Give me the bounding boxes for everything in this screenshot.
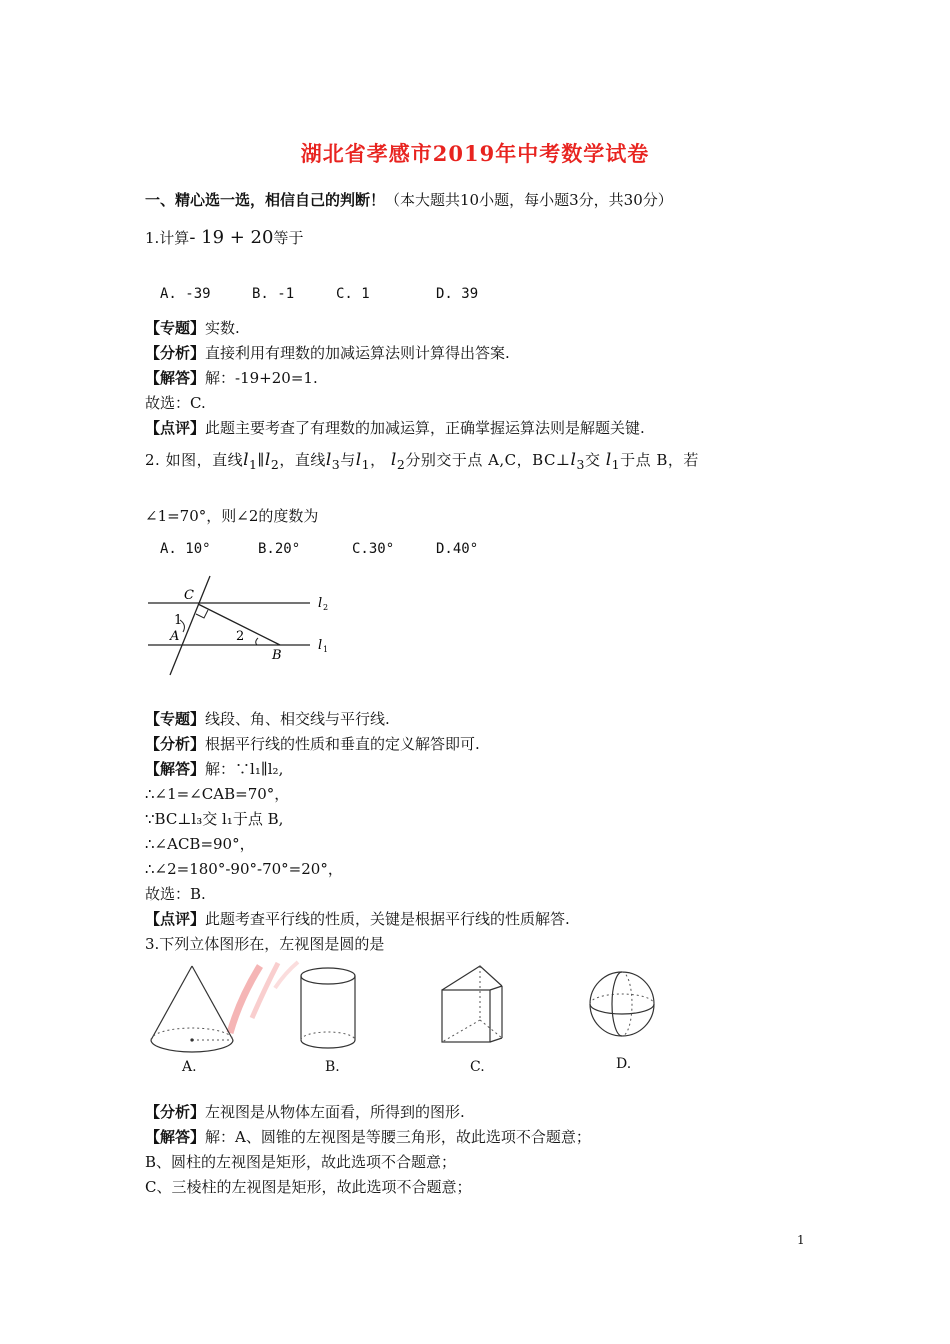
q1-analysis-tag: 【分析】 bbox=[145, 344, 206, 362]
q2-stem-g: 于点 B，若 bbox=[620, 451, 699, 469]
label-b: B bbox=[272, 648, 282, 663]
q1-comment bbox=[145, 418, 645, 438]
q2-stem-e: 分别交于点 A,C，BC⊥ bbox=[405, 451, 571, 469]
q2-stem-a: 2. 如图，直线 bbox=[145, 451, 244, 469]
q2-analysis-text: 根据平行线的性质和垂直的定义解答即可. bbox=[205, 735, 480, 753]
q2-analysis-tag: 【分析】 bbox=[145, 735, 206, 753]
q2-figure bbox=[140, 572, 340, 682]
label-a: A bbox=[170, 629, 180, 644]
q3-label-a: A. bbox=[182, 1059, 197, 1075]
label-l1-sub: 1 bbox=[323, 645, 329, 654]
right-angle-mark bbox=[196, 610, 208, 618]
q2-step-2: ∵BC⊥l₃交 l₁于点 B, bbox=[145, 810, 284, 828]
q1-option-a: A. -39 bbox=[160, 286, 211, 302]
label-1: 1 bbox=[174, 613, 183, 628]
q2-option-a: A. 10° bbox=[160, 541, 211, 557]
q3-line-c: C、三棱柱的左视图是矩形，故此选项不合题意； bbox=[145, 1178, 472, 1196]
q3-answer bbox=[145, 1127, 591, 1147]
q1-option-c: C. 1 bbox=[336, 286, 370, 302]
q2-l3-sub: 3 bbox=[331, 457, 341, 472]
q2-l2b: l bbox=[390, 450, 397, 470]
q2-option-d: D.40° bbox=[436, 541, 479, 557]
q3-label-b: B. bbox=[325, 1059, 340, 1075]
q3-analysis-tag: 【分析】 bbox=[145, 1103, 206, 1121]
q2-l3b-sub: 3 bbox=[576, 457, 585, 472]
q2-step-4: ∴∠2=180°-90°-70°=20°， bbox=[145, 860, 343, 878]
q2-l1b-sub: 1 bbox=[361, 457, 371, 472]
q3-analysis bbox=[145, 1102, 465, 1122]
q1-topic bbox=[145, 318, 240, 338]
q2-stem-d: ， bbox=[370, 451, 386, 469]
q1-stem-prefix: 1.计算 bbox=[145, 229, 190, 247]
q2-answer-text: 解：∵l₁∥l₂, bbox=[205, 760, 284, 778]
q2-l2-sub: 2 bbox=[270, 457, 280, 472]
q2-l1: l bbox=[243, 450, 250, 470]
q1-answer-text: 解：-19+20=1. bbox=[205, 369, 318, 387]
q2-l1c: l bbox=[605, 450, 612, 470]
q1-expression: - 19 + 20 bbox=[189, 227, 274, 248]
q1-choice: 故选：C. bbox=[145, 394, 206, 412]
q1-stem bbox=[145, 228, 303, 248]
q1-answer bbox=[145, 368, 318, 388]
q2-answer bbox=[145, 759, 283, 779]
angle2-arc bbox=[256, 638, 258, 645]
q2-l1c-sub: 1 bbox=[611, 457, 621, 472]
q2-stem-b: ，直线 bbox=[279, 451, 326, 469]
section-heading-text: 一、精心选一选，相信自己的判断！ bbox=[145, 191, 386, 209]
label-l2-sub: 2 bbox=[323, 603, 329, 612]
q2-stem-f: 交 bbox=[584, 451, 601, 469]
q2-l2: l bbox=[264, 450, 271, 470]
q1-stem-suffix: 等于 bbox=[273, 229, 304, 247]
q2-topic-text: 线段、角、相交线与平行线. bbox=[205, 710, 390, 728]
q2-option-c: C.30° bbox=[352, 541, 395, 557]
q2-topic-tag: 【专题】 bbox=[145, 710, 206, 728]
q2-step-3: ∴∠ACB=90°， bbox=[145, 835, 255, 853]
q2-l1b: l bbox=[355, 450, 362, 470]
q2-stem-line2: ∠1=70°，则∠2的度数为 bbox=[145, 507, 319, 525]
figure-cylinder bbox=[295, 964, 365, 1064]
label-l1: l bbox=[318, 638, 323, 653]
q2-comment bbox=[145, 909, 570, 929]
q2-l1-sub: 1 bbox=[249, 457, 258, 472]
q1-analysis-text: 直接利用有理数的加减运算法则计算得出答案. bbox=[205, 344, 510, 362]
q1-answer-tag: 【解答】 bbox=[145, 369, 206, 387]
q2-l3: l bbox=[325, 450, 332, 470]
q2-option-b: B.20° bbox=[258, 541, 301, 557]
q3-line-b: B、圆柱的左视图是矩形，故此选项不合题意； bbox=[145, 1153, 457, 1171]
q2-comment-tag: 【点评】 bbox=[145, 910, 206, 928]
q2-parallel: ∥ bbox=[257, 451, 265, 469]
page-title: 湖北省孝感市2019年中考数学试卷 bbox=[300, 141, 650, 166]
q2-l3b: l bbox=[570, 450, 577, 470]
q3-analysis-text: 左视图是从物体左面看，所得到的图形. bbox=[205, 1103, 465, 1121]
q1-topic-text: 实数. bbox=[205, 319, 240, 337]
section-note: （本大题共10小题，每小题3分，共30分） bbox=[385, 191, 673, 209]
figure-cone bbox=[145, 960, 240, 1070]
figure-sphere bbox=[584, 966, 664, 1046]
q1-comment-text: 此题主要考查了有理数的加减运算，正确掌握运算法则是解题关键. bbox=[205, 419, 645, 437]
q2-l2b-sub: 2 bbox=[396, 457, 406, 472]
figure-prism bbox=[432, 960, 512, 1060]
page-number: 1 bbox=[797, 1233, 805, 1247]
q2-stem-c: 与 bbox=[340, 451, 356, 469]
q2-topic bbox=[145, 709, 390, 729]
section-heading bbox=[145, 190, 673, 210]
q1-comment-tag: 【点评】 bbox=[145, 419, 206, 437]
q1-analysis bbox=[145, 343, 510, 363]
q2-choice: 故选：B. bbox=[145, 885, 206, 903]
q3-label-c: C. bbox=[470, 1059, 485, 1075]
q1-option-b: B. -1 bbox=[252, 286, 295, 302]
q2-analysis bbox=[145, 734, 480, 754]
q3-label-d: D. bbox=[616, 1056, 632, 1072]
label-l2: l bbox=[318, 596, 323, 611]
label-2: 2 bbox=[236, 629, 245, 644]
label-c: C bbox=[184, 588, 194, 603]
q3-answer-tag: 【解答】 bbox=[145, 1128, 206, 1146]
q2-answer-tag: 【解答】 bbox=[145, 760, 206, 778]
q1-topic-tag: 【专题】 bbox=[145, 319, 206, 337]
q2-comment-text: 此题考查平行线的性质，关键是根据平行线的性质解答. bbox=[205, 910, 570, 928]
q3-stem: 3.下列立体图形在，左视图是圆的是 bbox=[145, 935, 385, 953]
q2-stem bbox=[145, 450, 699, 475]
q1-option-d: D. 39 bbox=[436, 286, 479, 302]
q2-step-1: ∴∠1=∠CAB=70°， bbox=[145, 785, 290, 803]
q3-answer-text: 解：A、圆锥的左视图是等腰三角形，故此选项不合题意； bbox=[205, 1128, 591, 1146]
